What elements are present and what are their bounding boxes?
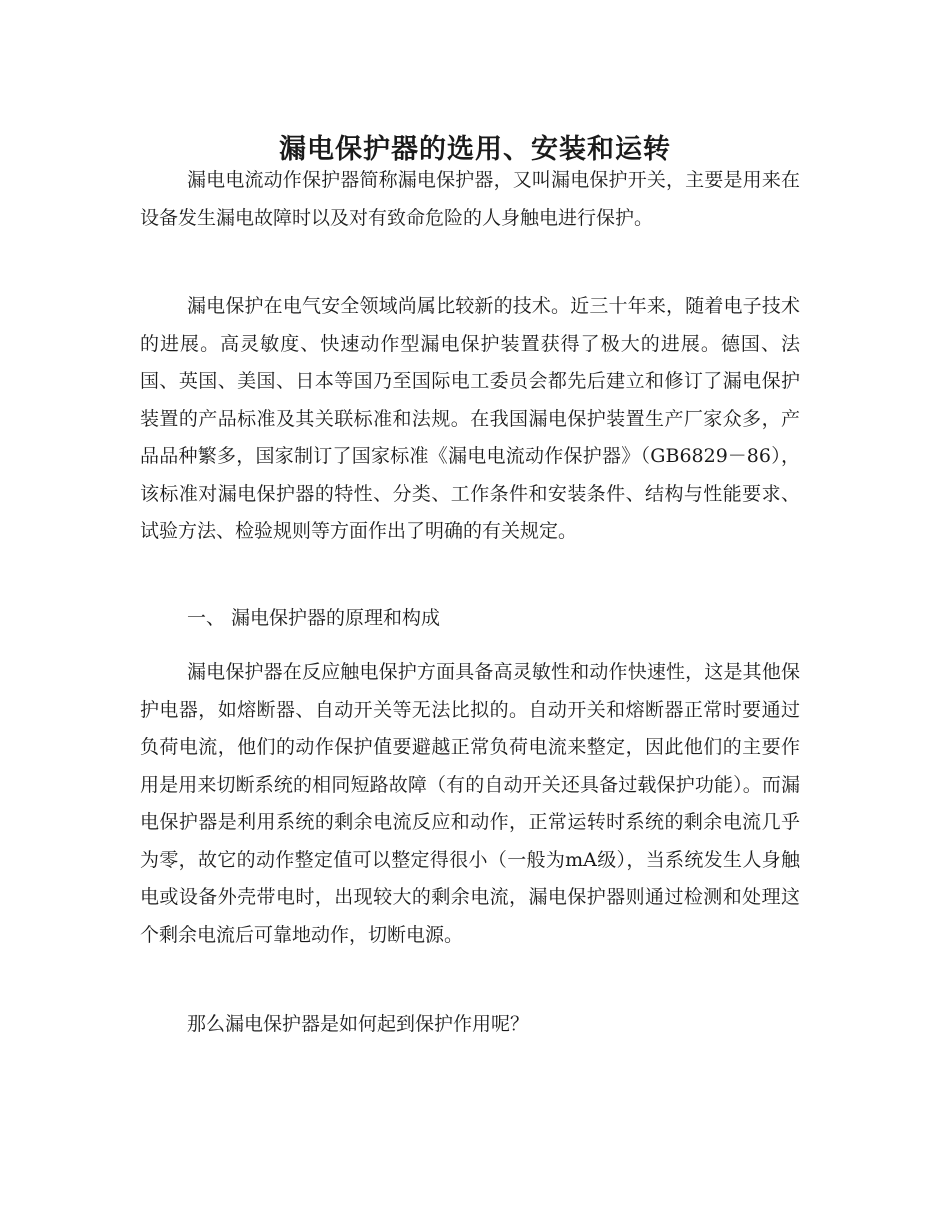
paragraph-question: 那么漏电保护器是如何起到保护作用呢？ <box>187 1013 530 1035</box>
paragraph-background: 漏电保护在电气安全领域尚属比较新的技术。近三十年来，随着电子技术的进展。高灵敏度、快速动作型漏电保护装置获得了极大的进展。德国、法国、英国、美国、日本等国乃至国际电工委员会都先后建立和修订了漏电保护装置的产品标准及其关联标准和法规。在我国漏电保护装置生产厂家众多，产品品种繁多，国家制订了国家标准《漏电电流动作保护器》（GB6829－86），该标准对漏电保护器的特性、分类、工作条件和安装条件、结构与性能要求、试验方法、检验规则等方面作出了明确的有关规定。 <box>140 295 800 542</box>
document-title: 漏电保护器的选用、安装和运转 <box>279 134 671 166</box>
section-heading-principle: 一、 漏电保护器的原理和构成 <box>187 607 441 629</box>
paragraph-intro: 漏电电流动作保护器简称漏电保护器，又叫漏电保护开关，主要是用来在设备发生漏电故障时以及对有致命危险的人身触电进行保护。 <box>140 169 800 229</box>
paragraph-principle: 漏电保护器在反应触电保护方面具备高灵敏性和动作快速性，这是其他保护电器，如熔断器、自动开关等无法比拟的。自动开关和熔断器正常时要通过负荷电流，他们的动作保护值要避越正常负荷电流来整定，因此他们的主要作用是用来切断系统的相同短路故障（有的自动开关还具备过载保护功能）。而漏电保护器是利用系统的剩余电流反应和动作，正常运转时系统的剩余电流几乎为零，故它的动作整定值可以整定得很小（一般为mA级），当系统发生人身触电或设备外壳带电时，出现较大的剩余电流，漏电保护器则通过检测和处理这个剩余电流后可靠地动作，切断电源。 <box>140 661 800 946</box>
